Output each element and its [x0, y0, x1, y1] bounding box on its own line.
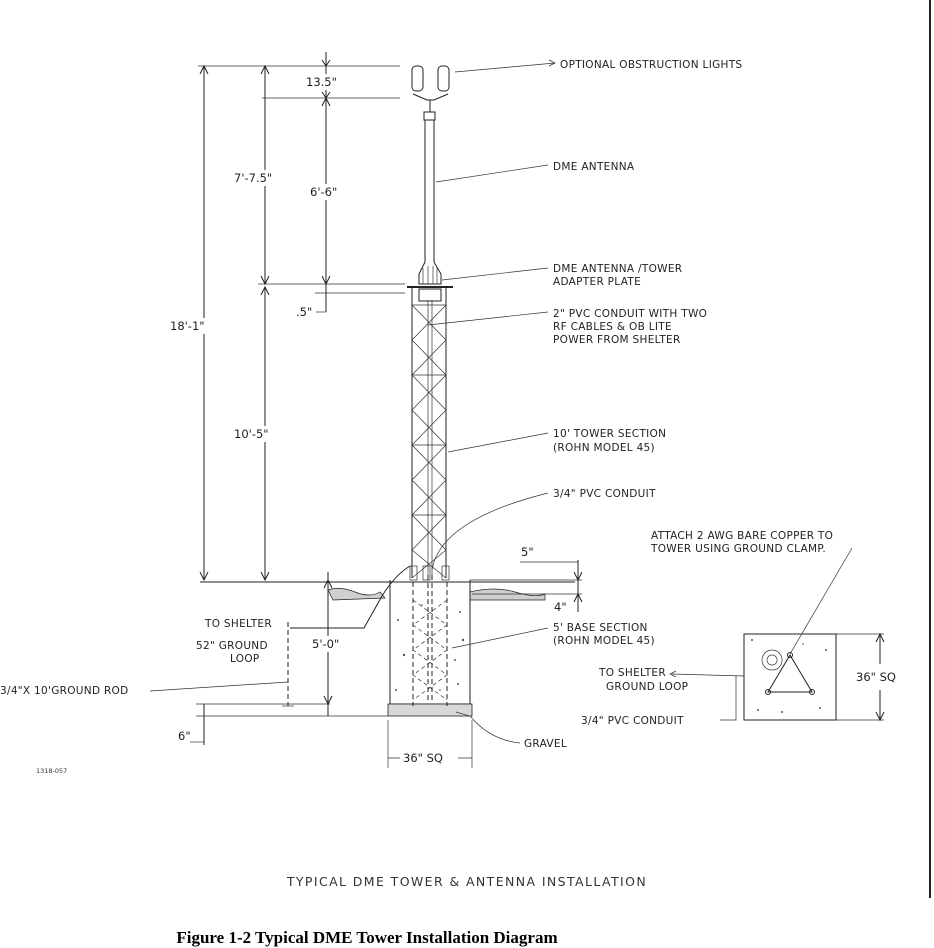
- ground-rod: [282, 622, 294, 706]
- dme-antenna-mast: [419, 112, 441, 284]
- dim-lights: 13.5": [306, 75, 337, 89]
- dim-five-in: 5": [521, 545, 534, 559]
- label-pvc2-2: RF CABLES & OB LITE: [553, 321, 672, 333]
- label-plan-to-shelter-1: TO SHELTER: [599, 667, 666, 679]
- label-base-section-1: 5' BASE SECTION: [553, 622, 648, 634]
- dim-antenna: 6'-6": [310, 185, 338, 199]
- label-obstruction-lights: OPTIONAL OBSTRUCTION LIGHTS: [560, 59, 743, 71]
- dim-tower: 10'-5": [234, 427, 269, 441]
- label-attach-1: ATTACH 2 AWG BARE COPPER TO: [651, 530, 834, 542]
- label-ground-loop-1: 52" GROUND: [196, 640, 268, 652]
- label-base-section-2: (ROHN MODEL 45): [553, 635, 655, 647]
- drawing-title: TYPICAL DME TOWER & ANTENNA INSTALLATION: [286, 874, 648, 889]
- label-pvc2-3: POWER FROM SHELTER: [553, 334, 681, 346]
- page-border: [929, 0, 931, 898]
- label-ground-rod: 3/4"X 10'GROUND ROD: [0, 685, 129, 697]
- label-to-shelter: TO SHELTER: [205, 618, 272, 630]
- label-attach-2: TOWER USING GROUND CLAMP.: [651, 543, 826, 555]
- label-adapter-plate-2: ADAPTER PLATE: [553, 276, 642, 288]
- figure-caption: Figure 1-2 Typical DME Tower Installation Diagram: [176, 928, 558, 947]
- label-ground-loop-2: LOOP: [230, 653, 260, 665]
- label-plan-to-shelter-2: GROUND LOOP: [606, 681, 689, 693]
- dim-width-sq: 36" SQ: [403, 751, 443, 765]
- dim-upper: 7'-7.5": [234, 171, 273, 185]
- ground-surface: [200, 582, 575, 600]
- obstruction-lights: [412, 66, 449, 112]
- dim-six-in: 6": [178, 729, 191, 743]
- label-tower-section-1: 10' TOWER SECTION: [553, 428, 667, 440]
- label-pvc34: 3/4" PVC CONDUIT: [553, 488, 656, 500]
- label-gravel: GRAVEL: [524, 738, 567, 750]
- dim-plan-sq: 36" SQ: [856, 670, 896, 684]
- label-pvc2-1: 2" PVC CONDUIT WITH TWO: [553, 308, 708, 320]
- dim-total: 18'-1": [170, 319, 205, 333]
- tower-section-10ft: [412, 288, 446, 578]
- label-dme-antenna: DME ANTENNA: [553, 161, 635, 173]
- drawing-number: 1318-057: [36, 767, 68, 775]
- label-adapter-plate-1: DME ANTENNA /TOWER: [553, 263, 683, 275]
- dim-half-inch: .5": [296, 305, 313, 319]
- label-plan-pvc34: 3/4" PVC CONDUIT: [581, 715, 684, 727]
- label-tower-section-2: (ROHN MODEL 45): [553, 442, 655, 454]
- dim-base: 5'-0": [312, 637, 340, 651]
- dim-four-in: 4": [554, 600, 567, 614]
